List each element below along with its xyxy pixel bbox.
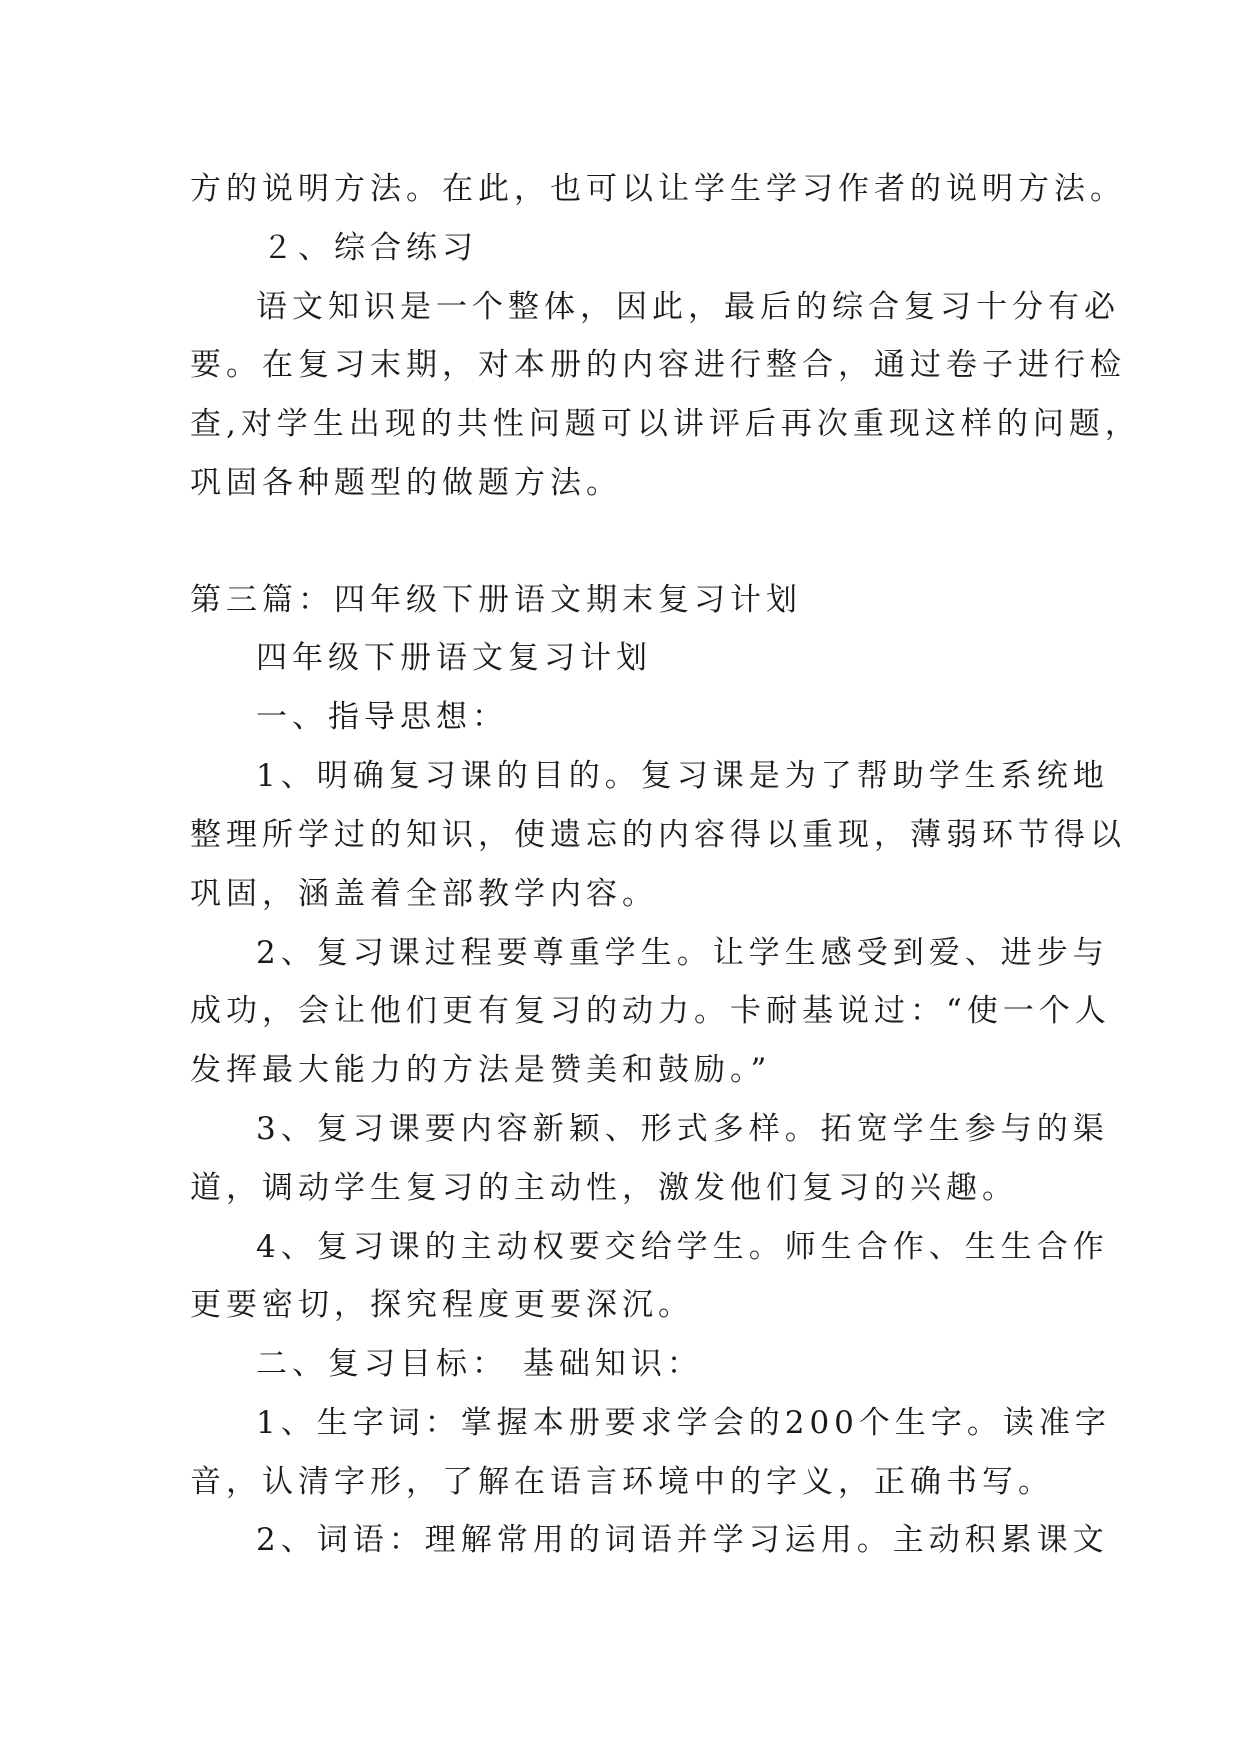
paragraph-line: 更要密切，探究程度更要深沉。 bbox=[190, 1287, 694, 1323]
paragraph-line: 整理所学过的知识，使遗忘的内容得以重现，薄弱环节得以 bbox=[190, 817, 1126, 853]
section-heading: 二、复习目标： 基础知识： bbox=[256, 1346, 703, 1382]
section-heading: ２、综合练习 bbox=[262, 230, 478, 266]
paragraph-line: 巩固各种题型的做题方法。 bbox=[190, 465, 622, 501]
section-heading: 一、指导思想： bbox=[256, 699, 508, 735]
paragraph-line: 道，调动学生复习的主动性，激发他们复习的兴趣。 bbox=[190, 1170, 1018, 1206]
paragraph-line: 发挥最大能力的方法是赞美和鼓励。” bbox=[190, 1052, 772, 1088]
document-title: 四年级下册语文复习计划 bbox=[256, 640, 652, 676]
paragraph-line: 1、生字词：掌握本册要求学会的200个生字。读准字 bbox=[256, 1405, 1111, 1441]
paragraph-line: 2、复习课过程要尊重学生。让学生感受到爱、进步与 bbox=[256, 935, 1109, 971]
paragraph-line: 音，认清字形，了解在语言环境中的字义，正确书写。 bbox=[190, 1464, 1054, 1500]
paragraph-line: 4、复习课的主动权要交给学生。师生合作、生生合作 bbox=[256, 1229, 1109, 1265]
paragraph-line: 巩固，涵盖着全部教学内容。 bbox=[190, 876, 658, 912]
chapter-title: 第三篇：四年级下册语文期末复习计划 bbox=[190, 582, 802, 618]
paragraph-line: 2、词语：理解常用的词语并学习运用。主动积累课文 bbox=[256, 1522, 1109, 1558]
paragraph-line: 语文知识是一个整体，因此，最后的综合复习十分有必 bbox=[256, 289, 1120, 325]
paragraph-line: 成功，会让他们更有复习的动力。卡耐基说过：“使一个人 bbox=[190, 993, 1111, 1029]
paragraph-line: 查,对学生出现的共性问题可以讲评后再次重现这样的问题， bbox=[190, 406, 1141, 442]
paragraph-line: 要。在复习末期，对本册的内容进行整合，通过卷子进行检 bbox=[190, 347, 1126, 383]
paragraph-line: 1、明确复习课的目的。复习课是为了帮助学生系统地 bbox=[256, 758, 1109, 794]
paragraph-line: 3、复习课要内容新颖、形式多样。拓宽学生参与的渠 bbox=[256, 1111, 1109, 1147]
paragraph-line: 方的说明方法。在此，也可以让学生学习作者的说明方法。 bbox=[190, 171, 1126, 207]
